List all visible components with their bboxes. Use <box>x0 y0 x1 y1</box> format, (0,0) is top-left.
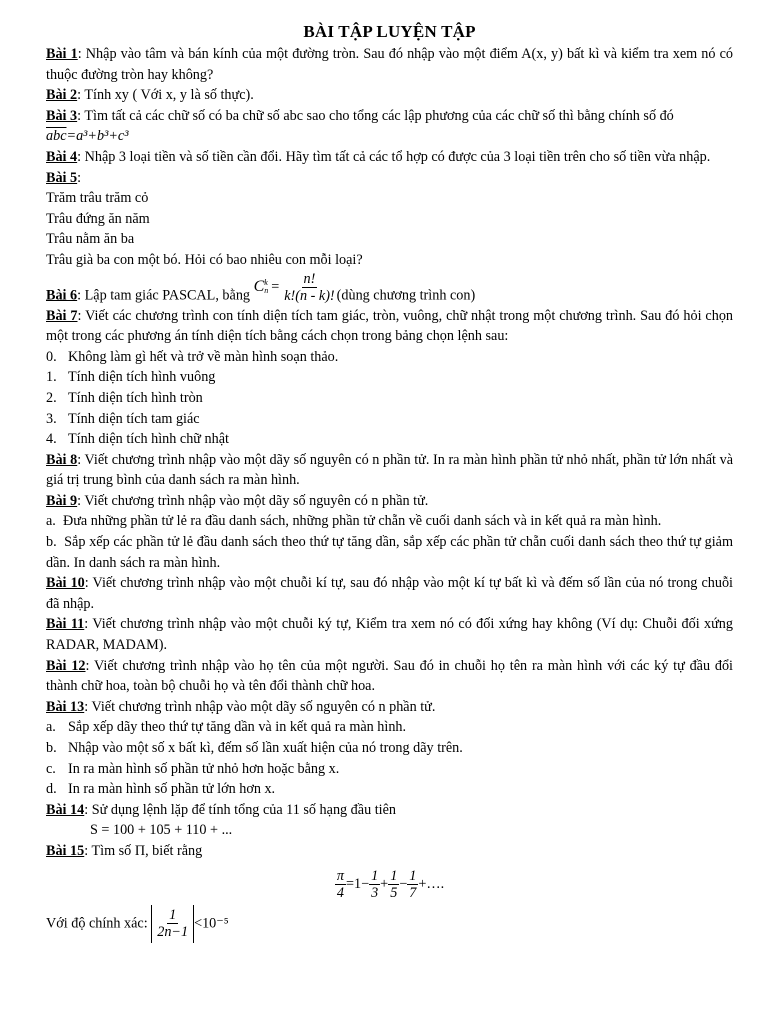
exercise-text: : Viết chương trình nhập vào một chuỗi ký tự, Kiểm tra xem nó có đối xứng hay không (Ví dụ: Chuỗi đối xứng RADAR, MADAM). <box>46 616 733 654</box>
exercise-2 <box>46 85 733 106</box>
poem-line: Trâu đứng ăn năm <box>46 210 150 227</box>
exercise-label: Bài 1 <box>46 46 78 62</box>
sum-formula: S = 100 + 105 + 110 + ... <box>90 822 233 839</box>
exercise-label: Bài 15 <box>46 842 85 859</box>
page-title: BÀI TẬP LUYỆN TẬP <box>303 22 476 41</box>
formula-fraction <box>282 271 336 304</box>
exercise-label: Bài 8 <box>46 451 78 468</box>
formula-indices: k n <box>264 278 269 296</box>
poem-line: Trâu già ba con một bó. Hỏi có bao nhiêu con mỗi loại? <box>46 251 363 268</box>
exercise-label: Bài 12 <box>46 657 86 674</box>
exercise-label: Bài 11 <box>46 616 85 633</box>
exercise-label: Bài 13 <box>46 698 85 715</box>
exercise-5 <box>46 168 733 189</box>
formula-c: C <box>253 277 265 295</box>
exercise-label: Bài 3 <box>46 107 78 124</box>
menu-option: 1. Tính diện tích hình vuông <box>46 369 216 386</box>
exercise-text: : Viết chương trình nhập vào một dãy số nguyên có n phần tử. In ra màn hình phần tử nhỏ nhất, phần tử lớn nhất và giá trị trung bình của danh sách ra màn hình. <box>46 451 733 489</box>
precision-label: Với độ chính xác: <box>46 914 152 931</box>
exercise-4 <box>46 147 733 168</box>
exercise-label: Bài 9 <box>46 492 78 509</box>
exercise-text: : Viết chương trình nhập vào họ tên của một người. Sau đó in chuỗi họ tên ra màn hình với các ký tự đầu đổi thành chữ hoa, toàn bộ chuỗi họ và tên đổi thành chữ hoa. <box>46 657 733 695</box>
precision-abs: $\frac{1}{2n-1}$ <box>151 905 194 943</box>
menu-option: 3. Tính diện tích tam giác <box>46 410 200 427</box>
exercise-10 <box>46 573 733 614</box>
exercise-text: : Lập tam giác PASCAL, bằng <box>77 286 254 303</box>
formula-abc: $\overline{abc}$ <box>46 128 67 145</box>
exercise-label: Bài 5 <box>46 169 78 186</box>
menu-option: 0. Không làm gì hết và trở về màn hình soạn thảo. <box>46 348 339 365</box>
exercise-label: Bài 4 <box>46 148 78 165</box>
formula-denominator: k!(n - k)! <box>284 287 335 304</box>
exercise-9 <box>46 491 733 512</box>
exercise-label: Bài 2 <box>46 87 78 104</box>
exercise-text: : Tính xy ( Với x, y là số thực). <box>77 87 254 104</box>
exercise-13 <box>46 697 733 718</box>
sub-item: a. Đưa những phần tử lẻ ra đầu danh sách, những phần tử chẵn về cuối danh sách và in kết quả ra màn hình. <box>46 513 662 530</box>
poem-line: Trâu nằm ăn ba <box>46 231 135 248</box>
exercise-3-formula <box>46 126 733 147</box>
exercise-label: Bài 7 <box>46 307 78 324</box>
exercise-text: : <box>77 169 82 186</box>
pascal-formula: C k n = $\frac{n!}{k!(n - k)!}$ <box>253 270 335 304</box>
exercise-6 <box>46 270 733 306</box>
formula-cubes: =a³+b³+c³ <box>66 128 129 145</box>
sub-item: b. Sắp xếp các phần tử lẻ đầu danh sách theo thứ tự tăng dần, sắp xếp các phần tử chẵn cuối danh sách theo thứ tự giảm dần. In danh sách ra màn hình. <box>46 534 734 571</box>
exercise-suffix: (dùng chương trình con) <box>336 286 476 303</box>
exercise-text: : Nhập vào tâm và bán kính của một đường tròn. Sau đó nhập vào một điểm A(x, y) bất kì và kiểm tra xem nó có thuộc đường tròn hay không? <box>46 46 734 83</box>
exercise-12 <box>46 656 733 697</box>
exercise-11 <box>46 614 733 655</box>
precision-line <box>46 905 733 943</box>
menu-option: 4. Tính diện tích hình chữ nhật <box>46 431 229 448</box>
exercise-text: : Viết chương trình nhập vào một chuỗi kí tự, sau đó nhập vào một kí tự bất kì và đếm số lần của nó trong chuỗi đã nhập. <box>46 575 734 612</box>
exercise-8 <box>46 450 733 491</box>
exercise-label: Bài 14 <box>46 801 85 818</box>
pi-series-formula: $\frac{\pi}{4}$ =1− $\frac{1}{3}$ + $\frac{1}{5}$ − $\frac{1}{7}$ +…. <box>336 867 445 901</box>
precision-rhs: <10⁻⁵ <box>194 914 229 931</box>
exercise-3 <box>46 106 733 127</box>
menu-option: 2. Tính diện tích hình tròn <box>46 389 203 406</box>
sub-item: c. In ra màn hình số phần tử nhỏ hơn hoặc bằng x. <box>46 760 340 777</box>
sub-item: d. In ra màn hình số phần tử lớn hơn x. <box>46 781 276 798</box>
exercise-label: Bài 6 <box>46 286 78 303</box>
exercise-text: : Sử dụng lệnh lặp để tính tổng của 11 số hạng đầu tiên <box>84 801 396 818</box>
sub-item: b. Nhập vào một số x bất kì, đếm số lần xuất hiện của nó trong dãy trên. <box>46 740 463 756</box>
exercise-text: : Tìm số Π, biết rằng <box>84 842 203 859</box>
exercise-7 <box>46 306 733 347</box>
poem-line: Trăm trâu trăm cỏ <box>46 190 149 207</box>
exercise-text: : Nhập 3 loại tiền và số tiền cần đổi. Hãy tìm tất cả các tổ hợp có được của 3 loại tiền trên cho số tiền vừa nhập. <box>77 148 711 165</box>
exercise-14 <box>46 800 733 821</box>
exercise-15 <box>46 841 733 862</box>
exercise-text: : Viết chương trình nhập vào một dãy số nguyên có n phần tử. <box>77 492 429 509</box>
formula-numerator: n! <box>303 270 316 287</box>
exercise-text: : Tìm tất cả các chữ số có ba chữ số abc sao cho tổng các lập phương của các chữ số thì bằng chính số đó <box>77 107 674 124</box>
sub-item: a. Sắp xếp dãy theo thứ tự tăng dần và in kết quả ra màn hình. <box>46 719 407 736</box>
exercise-text: : Viết chương trình nhập vào một dãy số nguyên có n phần tử. <box>84 698 436 715</box>
exercise-label: Bài 10 <box>46 575 85 592</box>
exercise-text: : Viết các chương trình con tính diện tích tam giác, tròn, vuông, chữ nhật trong một chương trình. Sau đó hỏi chọn một trong các phương án tính diện tích bằng cách chọn trong bảng chọn lệnh sau: <box>46 307 734 345</box>
exercise-1 <box>46 44 733 85</box>
